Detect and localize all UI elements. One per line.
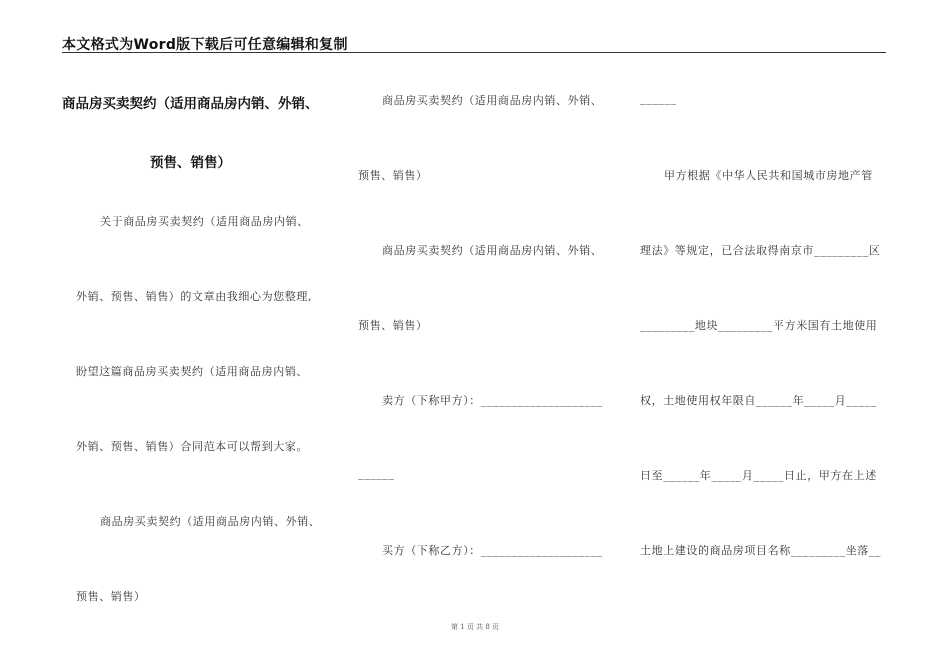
body-line: _________地块_________平方米国有土地使用 <box>640 319 878 332</box>
body-line: 甲方根据《中华人民共和国城市房地产管 <box>664 169 873 182</box>
blank-line: ______ <box>358 467 395 480</box>
page-number: 第 1 页 共 8 页 <box>450 623 500 631</box>
seller-line: 卖方（下称甲方）：____________________ <box>382 394 603 407</box>
body-line: 预售、销售） <box>358 169 428 182</box>
header-rule <box>62 52 886 53</box>
document-header: 本文格式为Word版下载后可任意编辑和复制 <box>62 37 348 53</box>
body-line: 理法》等规定，已合法取得南京市_________区 <box>640 244 881 257</box>
body-line: 日至______年_____月_____日止，甲方在上述 <box>640 469 877 482</box>
body-line: 权，土地使用权年限自______年_____月_____ <box>640 394 877 407</box>
buyer-line: 买方（下称乙方）：____________________ <box>382 544 603 557</box>
intro-line: 商品房买卖契约（适用商品房内销、外销、 <box>100 515 321 528</box>
intro-line: 外销、预售、销售）的文章由我细心为您整理, <box>76 290 313 303</box>
intro-line: 盼望这篇商品房买卖契约（适用商品房内销、 <box>76 365 308 378</box>
contract-title-line-2: 预售、销售） <box>150 155 231 171</box>
body-line: 商品房买卖契约（适用商品房内销、外销、 <box>382 94 603 107</box>
contract-title-line-1: 商品房买卖契约（适用商品房内销、外销、 <box>62 96 319 112</box>
body-line: 预售、销售） <box>358 319 428 332</box>
body-line: 土地上建设的商品房项目名称_________坐落__ <box>640 544 882 557</box>
body-line: 商品房买卖契约（适用商品房内销、外销、 <box>382 244 603 257</box>
blank-line: ______ <box>640 92 677 105</box>
intro-line: 外销、预售、销售）合同范本可以帮到大家。 <box>76 440 308 453</box>
intro-line: 预售、销售） <box>76 590 146 603</box>
intro-line: 关于商品房买卖契约（适用商品房内销、 <box>100 215 309 228</box>
